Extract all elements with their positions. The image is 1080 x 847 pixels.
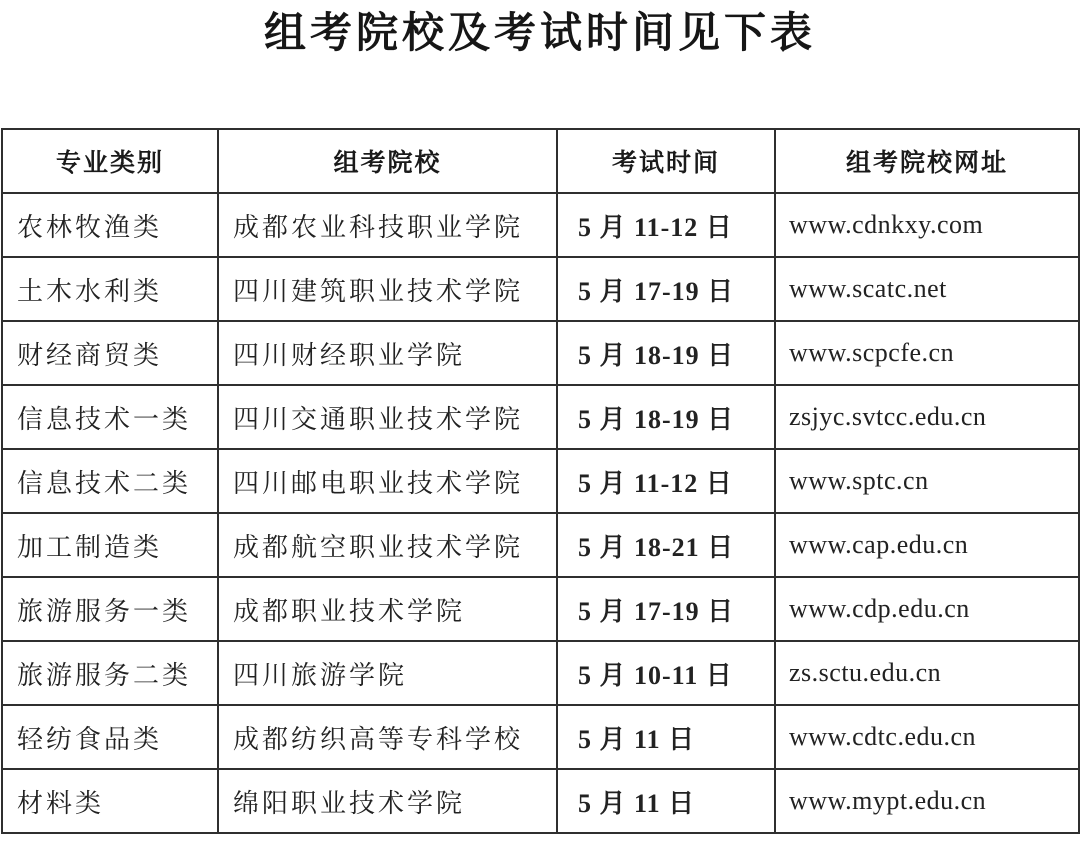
- cell-date: 5 月 11-12 日: [557, 193, 775, 257]
- cell-category: 旅游服务二类: [2, 641, 218, 705]
- table-row: [2, 449, 1079, 513]
- header-row: [2, 129, 1079, 193]
- cell-url: zs.sctu.edu.cn: [775, 641, 1079, 705]
- cell-date: 5 月 10-11 日: [557, 641, 775, 705]
- cell-college: 四川交通职业技术学院: [218, 385, 557, 449]
- header-url: 组考院校网址: [775, 129, 1079, 193]
- cell-category: 农林牧渔类: [2, 193, 218, 257]
- table-row: [2, 321, 1079, 385]
- table-row: [2, 577, 1079, 641]
- cell-date: 5 月 11 日: [557, 705, 775, 769]
- cell-college: 成都纺织高等专科学校: [218, 705, 557, 769]
- cell-college: 四川建筑职业技术学院: [218, 257, 557, 321]
- cell-category: 旅游服务一类: [2, 577, 218, 641]
- page-title: 组考院校及考试时间见下表: [263, 11, 816, 57]
- cell-category: 信息技术二类: [2, 449, 218, 513]
- cell-college: 四川邮电职业技术学院: [218, 449, 557, 513]
- cell-date: 5 月 17-19 日: [557, 257, 775, 321]
- cell-college: 成都航空职业技术学院: [218, 513, 557, 577]
- cell-url: www.cdtc.edu.cn: [775, 705, 1079, 769]
- cell-category: 信息技术一类: [2, 385, 218, 449]
- cell-url: www.cap.edu.cn: [775, 513, 1079, 577]
- table-row: [2, 641, 1079, 705]
- cell-date: 5 月 17-19 日: [557, 577, 775, 641]
- cell-url: www.cdnkxy.com: [775, 193, 1079, 257]
- cell-college: 绵阳职业技术学院: [218, 769, 557, 833]
- cell-url: www.scatc.net: [775, 257, 1079, 321]
- cell-category: 加工制造类: [2, 513, 218, 577]
- cell-category: 财经商贸类: [2, 321, 218, 385]
- cell-date: 5 月 18-21 日: [557, 513, 775, 577]
- table-row: [2, 513, 1079, 577]
- table-row: [2, 705, 1079, 769]
- cell-date: 5 月 18-19 日: [557, 385, 775, 449]
- table-row: [2, 769, 1079, 833]
- cell-url: zsjyc.svtcc.edu.cn: [775, 385, 1079, 449]
- cell-url: www.cdp.edu.cn: [775, 577, 1079, 641]
- cell-url: www.mypt.edu.cn: [775, 769, 1079, 833]
- table-row: [2, 385, 1079, 449]
- cell-date: 5 月 18-19 日: [557, 321, 775, 385]
- exam-schedule-table: [1, 128, 1080, 834]
- cell-url: www.sptc.cn: [775, 449, 1079, 513]
- header-date: 考试时间: [557, 129, 775, 193]
- table-header: [2, 129, 1079, 193]
- cell-category: 材料类: [2, 769, 218, 833]
- cell-college: 四川旅游学院: [218, 641, 557, 705]
- table-body: [2, 193, 1079, 833]
- header-college: 组考院校: [218, 129, 557, 193]
- cell-category: 轻纺食品类: [2, 705, 218, 769]
- table-row: [2, 193, 1079, 257]
- cell-college: 成都职业技术学院: [218, 577, 557, 641]
- cell-date: 5 月 11-12 日: [557, 449, 775, 513]
- header-category: 专业类别: [2, 129, 218, 193]
- cell-url: www.scpcfe.cn: [775, 321, 1079, 385]
- table-row: [2, 257, 1079, 321]
- cell-category: 土木水利类: [2, 257, 218, 321]
- cell-date: 5 月 11 日: [557, 769, 775, 833]
- cell-college: 四川财经职业学院: [218, 321, 557, 385]
- cell-college: 成都农业科技职业学院: [218, 193, 557, 257]
